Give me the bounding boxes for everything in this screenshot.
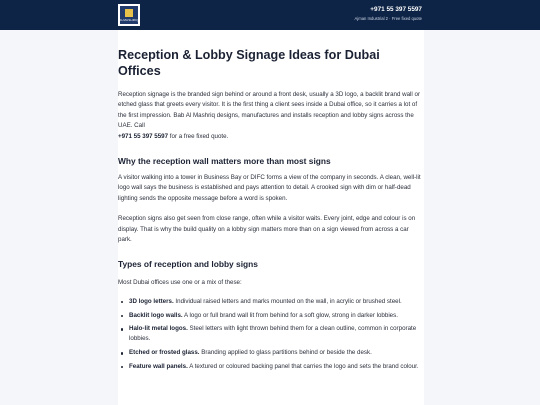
header-address: Ajman Industrial 2 · Free fixed quote: [354, 16, 422, 21]
company-logo[interactable]: [118, 4, 140, 26]
list-item-term: Backlit logo walls.: [129, 311, 183, 319]
types-lead: Most Dubai offices use one or a mix of these:: [118, 279, 242, 287]
list-item-desc: Steel letters with light thrown behind them for a clean outline, common in corporate lobbies.: [129, 325, 417, 343]
list-item-desc: A logo or full brand wall lit from behind for a soft glow, strong in darker lobbies.: [182, 311, 398, 319]
list-item: [129, 297, 424, 307]
list-item-desc: Individual raised letters and marks mounted on the wall, in acrylic or brushed steel.: [173, 297, 402, 305]
header-contact: [355, 6, 423, 21]
intro-paragraph: [118, 90, 424, 142]
list-item-term: Etched or frosted glass.: [129, 349, 200, 357]
list-item-term: Feature wall panels.: [129, 362, 188, 370]
intro-phone-link[interactable]: +971 55 397 5597: [118, 132, 169, 140]
logo-mark-icon: [125, 9, 133, 17]
list-item-desc: A textured or coloured backing panel that carries the logo and sets the brand colour.: [187, 362, 419, 370]
header-phone-link[interactable]: +971 55 397 5597: [370, 6, 422, 13]
logo-text: ALMASHRIQ: [119, 17, 139, 22]
intro-text: Reception signage is the branded sign behind or around a front desk, usually a 3D logo, a backlit brand wall or etched glass that greets every visitor. It is the first thing a client sees inside a Dubai office, so it carries a lot of the first impression. Bab Al Mashriq designs, manufactures and installs reception and lobby signs across the UAE. Call: [118, 91, 421, 130]
types-list: [118, 297, 424, 372]
list-item: [129, 362, 424, 372]
article-container: [118, 30, 424, 405]
why-paragraph-1: A visitor walking into a tower in Business Bay or DIFC forms a view of the company in seconds. A clean, well-lit logo wall says the business is established and pays attention to detail. A crooked sign with dim or half-dead lighting sends the opposite message before a word is spoken.: [118, 174, 421, 202]
section-heading-why: Why the reception wall matters more than most signs: [118, 156, 331, 167]
site-header: [0, 0, 540, 30]
why-paragraph-2: Reception signs also get seen from close range, often while a visitor waits. Every joint, edge and colour is on display. That is why the build quality on a lobby sign matters more than on a sign viewed from across a car park.: [118, 215, 416, 244]
list-item: [129, 324, 424, 344]
intro-tail: for a free fixed quote.: [168, 132, 229, 140]
list-item: [129, 311, 424, 321]
list-item-term: Halo-lit metal logos.: [129, 325, 188, 333]
page-title: Reception & Lobby Signage Ideas for Dubai Offices: [118, 48, 380, 78]
list-item: [129, 348, 424, 358]
section-heading-types: Types of reception and lobby signs: [118, 259, 258, 270]
list-item-term: 3D logo letters.: [129, 297, 174, 305]
list-item-desc: Branding applied to glass partitions behind or beside the desk.: [199, 349, 372, 357]
